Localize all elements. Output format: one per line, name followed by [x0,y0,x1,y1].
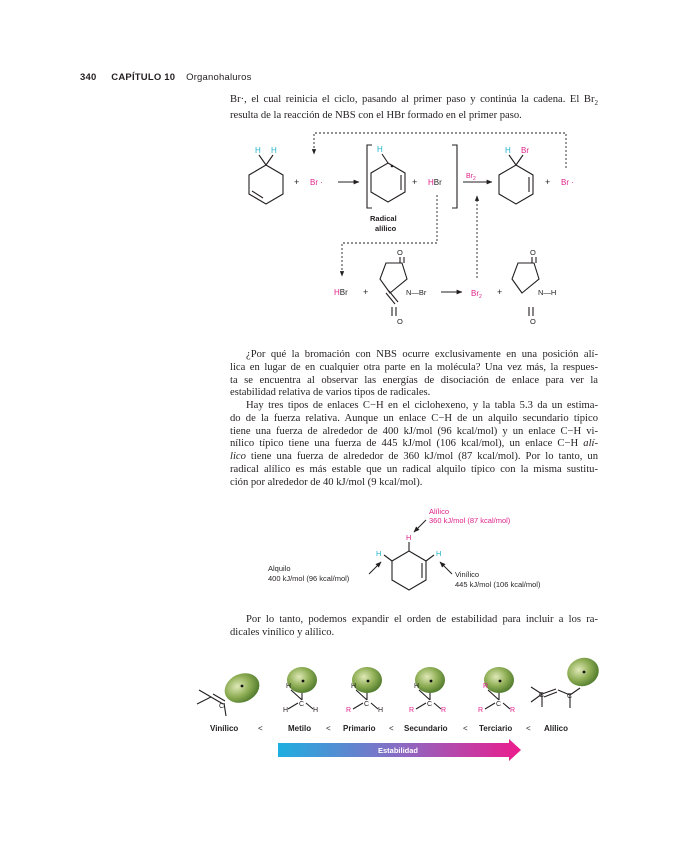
page-number: 340 [80,72,97,83]
vinyl-radical [197,668,264,716]
n-br-label: N—Br [406,288,427,297]
c-label: C [539,692,545,699]
p-orbital [352,667,382,693]
less-than-sign: < [463,724,468,733]
plus-sign: + [545,177,551,187]
c-label: C [364,701,370,708]
h-label: H [271,146,277,155]
h-label: H [505,146,511,155]
h-label: H [406,533,412,542]
h-label: H [436,549,442,558]
n-h-label: N—H [538,288,557,297]
alkyl-label: Alquilo [268,564,291,573]
text-line: lico tiene una fuerza de alrededor de 360 kJ/mol (87 kcal/mol). Por lo tanto, un [230,451,598,463]
less-than-sign: < [258,724,263,733]
tertiary-radical [478,667,515,714]
h-label: H [286,683,292,690]
less-than-sign: < [389,724,394,733]
text-line: nílico típico tiene una fuerza de 445 kJ/mol (106 kcal/mol), un enlace C−H alí- [230,438,598,450]
p-orbital [287,667,317,693]
vinyl-label: Vinílico [455,570,480,579]
text-line: estabilidad relativa de varios tipos de radicales. [230,387,431,399]
h-label: H [414,683,420,690]
plus-sign: + [294,177,300,187]
hbr-molecule: HBr [428,178,442,187]
r-label: R [510,707,516,714]
plus-sign: + [497,287,503,297]
less-than-sign: < [326,724,331,733]
p-orbital [220,668,264,709]
r-label: R [441,707,447,714]
chapter-title: Organohaluros [186,72,252,83]
text-line: ta se encuentra al observar las energías de disociación de enlace para ver la [230,374,598,386]
allylic-label: Alílico [429,507,450,516]
oxygen-label: O [397,248,403,257]
p-orbital [484,667,514,693]
text-line: Por lo tanto, podemos expandir el orden de estabilidad para incluir a los ra- [246,614,598,625]
label-vinyl: Vinílico [210,724,239,733]
text-line: lica en lugar de en cualquier otra parte en la molécula? Una vez más, la respues- [230,361,598,373]
less-than-sign: < [526,724,531,733]
r-label: R [483,683,489,690]
oxygen-label: O [530,248,536,257]
text-line: ¿Por qué la bromación con NBS ocurre exclusivamente en una posición alí- [246,349,598,360]
text-line: Hay tres tipos de enlaces C−H en el ciclohexeno, y la tabla 5.3 da un estima- [246,400,598,411]
h-label: H [255,146,261,155]
label-secondary: Secundario [404,724,448,733]
plus-sign: + [363,287,369,297]
label-allylic: Alílico [544,724,569,733]
oxygen-label: O [530,317,536,326]
radical-label: alílico [375,224,397,233]
text-line: tiene una fuerza de alrededor de 400 kJ/mol (96 kcal/mol) y un enlace C−H vi- [230,425,598,437]
text-line: dicales vinílico y alílico. [230,626,335,638]
radical-label: Radical [370,214,397,223]
label-methyl: Metilo [288,724,312,733]
r-label: R [409,707,415,714]
p-orbital [415,667,445,693]
h-label: H [377,145,383,154]
c-label: C [219,703,225,710]
h-label: H [378,707,384,714]
br2-reagent: $Br_2$ [466,173,476,182]
methyl-radical [283,667,318,714]
label-primary: Primario [343,724,376,733]
text-line: Br·, el cual reinicia el ciclo, pasando al primer paso y continúa la cadena. El $Br_2$ [230,94,598,108]
allylic-energy: 360 kJ/mol (87 kcal/mol) [429,516,511,525]
c-label: C [496,701,502,708]
h-label: H [376,549,382,558]
plus-sign: + [412,177,418,187]
stability-arrow-label: Estabilidad [378,746,419,755]
bromine-radical: Br · [310,178,323,187]
text-line: ción por alrededor de 40 kJ/mol (9 kcal/mol). [230,476,423,488]
primary-radical [346,667,383,714]
text-line: do de la fuerza relativa. Aunque un enlace C−H de un alquilo secundario típico [230,412,598,424]
allylic-radical [531,653,603,708]
text-line: radical alílico es más estable que un radical alquilo típico con la misma sustitu- [230,463,598,475]
h-label: H [283,707,289,714]
stability-labels [210,724,568,733]
c-label: C [567,693,573,700]
oxygen-label: O [397,317,403,326]
bromine-radical: Br · [561,178,574,187]
alkyl-energy: 400 kJ/mol (96 kcal/mol) [268,574,350,583]
vinyl-energy: 445 kJ/mol (106 kcal/mol) [455,580,541,589]
label-tertiary: Terciario [479,724,513,733]
hbr-molecule: HBr [334,288,348,297]
h-label: H [313,707,319,714]
br2-product: $Br_2$ [471,289,482,300]
r-label: R [478,707,484,714]
text-line: resulta de la reacción de NBS con el HBr formado en el primer paso. [230,109,522,121]
chapter-label: CAPÍTULO 10 [111,72,176,83]
secondary-radical [409,667,446,714]
c-label: C [427,701,433,708]
r-label: R [346,707,352,714]
h-label: H [351,683,357,690]
br-label: Br [521,146,529,155]
c-label: C [299,701,305,708]
